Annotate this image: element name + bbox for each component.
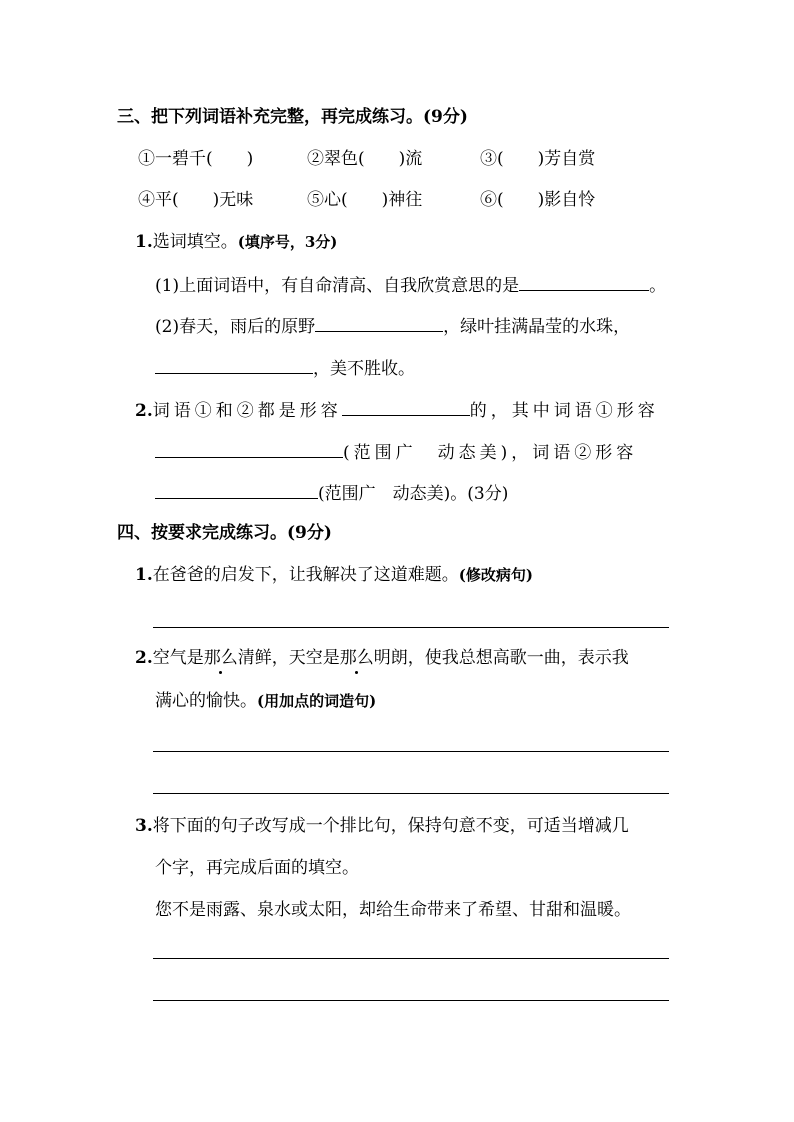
s4-q2-number: 2. xyxy=(135,648,153,668)
s3-q1-number: 1. xyxy=(135,232,153,252)
dotted-word: 那么 xyxy=(339,648,374,668)
s3-q1-part-2 xyxy=(155,314,630,338)
s3-q1-1-end: 。 xyxy=(649,276,667,296)
s4-question-2 xyxy=(135,647,629,669)
s4-q2-text-a: 空气是 xyxy=(152,648,204,668)
s3-q2-line2-text: (范围广 动态美)，词语②形容 xyxy=(343,443,638,463)
s4-q2-text-c: 明朗，使我总想高歌一曲，表示我 xyxy=(373,648,629,668)
s3-q1-1-text: (1)上面词语中，有自命清高、自我欣赏意思的是 xyxy=(155,276,520,296)
s4-q1-number: 1. xyxy=(135,565,153,585)
s3-q2-line1-a: 词语①和②都是形容 xyxy=(152,401,342,421)
s4-q2-text-b: 清鲜，天空是 xyxy=(237,648,340,668)
s3-q1-2-text: (2)春天，雨后的原野 xyxy=(155,317,316,337)
section-4-title: 四、按要求完成练习。(9分) xyxy=(117,523,332,543)
answer-blank[interactable] xyxy=(155,481,318,499)
s3-q2-number: 2. xyxy=(135,401,153,421)
s4-q2-note: (用加点的词造句) xyxy=(257,692,377,710)
s3-q2-line-2 xyxy=(155,440,637,464)
word-item-4: ④平( )无味 xyxy=(138,190,254,210)
answer-blank[interactable] xyxy=(155,356,313,374)
answer-line[interactable] xyxy=(153,627,669,628)
s4-question-1 xyxy=(135,564,533,586)
answer-blank[interactable] xyxy=(315,314,443,332)
answer-line[interactable] xyxy=(153,793,669,794)
s3-question-2 xyxy=(135,398,659,422)
s4-question-3 xyxy=(135,815,629,837)
answer-line[interactable] xyxy=(153,1000,669,1001)
s4-q3-number: 3. xyxy=(135,816,153,836)
word-item-5: ⑤心( )神往 xyxy=(307,190,423,210)
answer-blank[interactable] xyxy=(519,273,649,291)
answer-blank[interactable] xyxy=(342,398,470,416)
dotted-word: 那么 xyxy=(203,648,238,668)
word-item-1: ①一碧千( ) xyxy=(138,149,254,169)
s4-q1-note: (修改病句) xyxy=(458,566,533,584)
s3-q2-line-3 xyxy=(155,481,508,505)
word-item-3: ③( )芳自赏 xyxy=(480,149,596,169)
s3-question-1 xyxy=(135,231,337,253)
word-item-6: ⑥( )影自怜 xyxy=(480,190,596,210)
s3-q1-text: 选词填空。 xyxy=(152,232,238,252)
answer-line[interactable] xyxy=(153,751,669,752)
s4-q2-l2-text: 满心的愉快。 xyxy=(155,691,257,711)
section-3-title: 三、把下列词语补充完整，再完成练习。(9分) xyxy=(117,107,468,127)
word-item-2: ②翠色( )流 xyxy=(307,149,423,169)
s3-q1-2b-end: ，美不胜收。 xyxy=(313,359,415,379)
s3-q1-note: (填序号，3分) xyxy=(237,233,338,251)
s3-q1-part-2-cont xyxy=(155,356,415,380)
s3-q1-2-end: ，绿叶挂满晶莹的水珠， xyxy=(443,317,631,337)
s3-q2-line1-b: 的，其中词语①形容 xyxy=(469,401,659,421)
s4-q3-line1: 将下面的句子改写成一个排比句，保持句意不变，可适当增减几 xyxy=(152,816,629,836)
s3-q2-line3-text: (范围广 动态美)。(3分) xyxy=(318,484,509,504)
s4-q3-line-2: 个字，再完成后面的填空。 xyxy=(155,858,359,878)
s3-q1-part-1 xyxy=(155,273,666,297)
answer-line[interactable] xyxy=(153,958,669,959)
s4-q1-text: 在爸爸的启发下，让我解决了这道难题。 xyxy=(152,565,459,585)
s4-q2-line-2 xyxy=(155,690,376,712)
s4-q3-line-3: 您不是雨露、泉水或太阳，却给生命带来了希望、甘甜和温暖。 xyxy=(155,900,631,920)
answer-blank[interactable] xyxy=(155,440,343,458)
